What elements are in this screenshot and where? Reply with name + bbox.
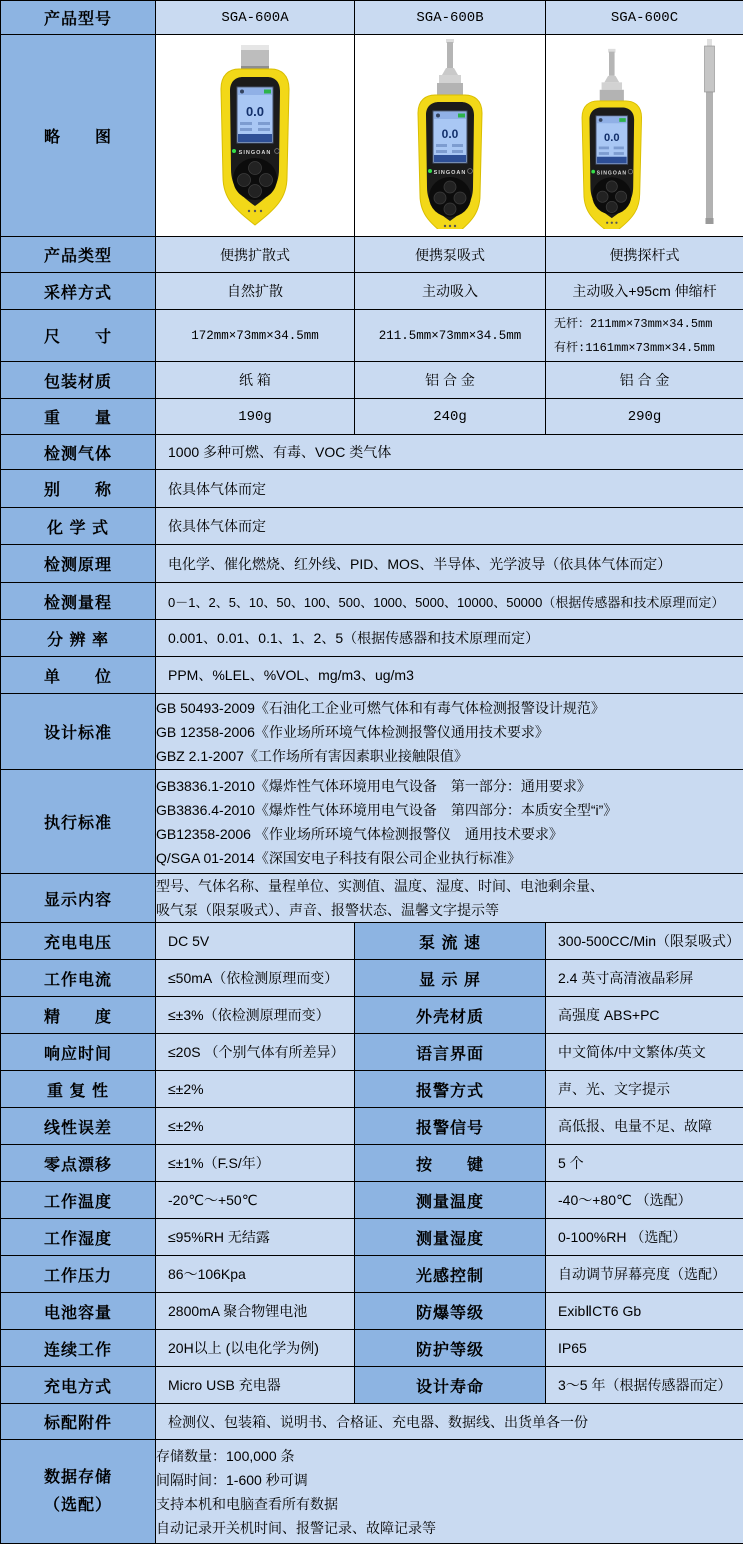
- pair-left-value: 2800mA 聚合物锂电池: [156, 1293, 355, 1330]
- design-standard-value: [156, 694, 743, 770]
- row-label: 单 位: [1, 657, 156, 694]
- weight-c: 290g: [546, 399, 743, 435]
- device-photo-sga-600a: [156, 35, 355, 237]
- model-a: SGA-600A: [156, 1, 355, 35]
- row-model: [1, 1, 743, 35]
- row-gas: [1, 435, 743, 470]
- exec-standard-line: Q/SGA 01-2014《深国安电子科技有限公司企业执行标准》: [156, 846, 743, 870]
- package-c: 铝 合 金: [546, 362, 743, 399]
- pair-left-value: ≤50mA（依检测原理而变）: [156, 960, 355, 997]
- row-label: 充电电压: [1, 923, 156, 960]
- pair-right-value: 2.4 英寸高清液晶彩屏: [546, 960, 743, 997]
- pair-left-value: ≤±2%: [156, 1108, 355, 1145]
- data-storage-line: 间隔时间：1-600 秒可调: [156, 1468, 743, 1492]
- pair-left-value: Micro USB 充电器: [156, 1367, 355, 1404]
- pair-left-value: ≤95%RH 无结露: [156, 1219, 355, 1256]
- row-sketch: [1, 35, 743, 237]
- package-a: 纸 箱: [156, 362, 355, 399]
- row-label: 充电方式: [1, 1367, 156, 1404]
- row-label: 检测气体: [1, 435, 156, 470]
- row-pair: [1, 1145, 743, 1182]
- pair-right-label: 设计寿命: [355, 1367, 546, 1404]
- weight-a: 190g: [156, 399, 355, 435]
- row-label-model: 产品型号: [1, 1, 156, 35]
- product-type-b: 便携泵吸式: [355, 237, 546, 273]
- pair-right-label: 外壳材质: [355, 997, 546, 1034]
- pair-right-value: 高强度 ABS+PC: [546, 997, 743, 1034]
- sampling-a: 自然扩散: [156, 273, 355, 310]
- row-label: 工作电流: [1, 960, 156, 997]
- row-pair: [1, 1034, 743, 1071]
- unit-value: PPM、%LEL、%VOL、mg/m3、ug/m3: [156, 657, 743, 694]
- pair-left-value: DC 5V: [156, 923, 355, 960]
- row-pair: [1, 1330, 743, 1367]
- row-pair: [1, 1256, 743, 1293]
- telescopic-rod-illustration: [704, 39, 714, 224]
- pair-left-value: ≤±2%: [156, 1071, 355, 1108]
- exec-standard-line: GB12358-2006 《作业场所环境气体检测报警仪 通用技术要求》: [156, 822, 743, 846]
- pair-right-value: 声、光、文字提示: [546, 1071, 743, 1108]
- pair-left-value: ≤±1%（F.S/年）: [156, 1145, 355, 1182]
- row-pair: [1, 923, 743, 960]
- device-c-illustration: [560, 37, 730, 229]
- row-label: 化 学 式: [1, 508, 156, 545]
- size-b: 211.5mm×73mm×34.5mm: [355, 310, 546, 362]
- row-label: 工作湿度: [1, 1219, 156, 1256]
- row-display-content: [1, 874, 743, 923]
- device-photo-sga-600b: [355, 35, 546, 237]
- row-label: 包装材质: [1, 362, 156, 399]
- pair-right-label: 泵 流 速: [355, 923, 546, 960]
- row-sampling: [1, 273, 743, 310]
- row-label: 检测量程: [1, 583, 156, 620]
- row-pair: [1, 1182, 743, 1219]
- package-b: 铝 合 金: [355, 362, 546, 399]
- product-type-a: 便携扩散式: [156, 237, 355, 273]
- display-content-line: 吸气泵（限泵吸式）、声音、报警状态、温馨文字提示等: [156, 898, 743, 922]
- size-a: 172mm×73mm×34.5mm: [156, 310, 355, 362]
- pair-right-value: -40～+80℃ （选配）: [546, 1182, 743, 1219]
- pair-left-value: 20H以上 (以电化学为例): [156, 1330, 355, 1367]
- row-label: 别 称: [1, 470, 156, 508]
- pair-right-label: 测量湿度: [355, 1219, 546, 1256]
- storage-label-line1: 数据存储: [1, 1464, 155, 1492]
- device-c-screen-reading: 0.0: [604, 132, 620, 144]
- row-label: [1, 1440, 156, 1544]
- pair-right-label: 报警方式: [355, 1071, 546, 1108]
- row-pair: [1, 960, 743, 997]
- row-label: 响应时间: [1, 1034, 156, 1071]
- model-b: SGA-600B: [355, 1, 546, 35]
- row-exec-standard: [1, 770, 743, 874]
- row-pair: [1, 1219, 743, 1256]
- row-label: 尺 寸: [1, 310, 156, 362]
- pair-right-value: 3～5 年（根据传感器而定）: [546, 1367, 743, 1404]
- pair-right-label: 语言界面: [355, 1034, 546, 1071]
- pair-right-label: 报警信号: [355, 1108, 546, 1145]
- row-label: 分 辨 率: [1, 620, 156, 657]
- design-standard-line: GB 12358-2006《作业场所环境气体检测报警仪通用技术要求》: [156, 720, 743, 744]
- row-label: 零点漂移: [1, 1145, 156, 1182]
- row-design-standard: [1, 694, 743, 770]
- row-label-sketch: 略 图: [1, 35, 156, 237]
- device-a-power-led: [232, 149, 236, 153]
- row-weight: [1, 399, 743, 435]
- pair-right-value: 0-100%RH （选配）: [546, 1219, 743, 1256]
- row-pair: [1, 997, 743, 1034]
- device-b-screen-reading: 0.0: [442, 127, 459, 141]
- row-accessories: [1, 1404, 743, 1440]
- row-label: 显示内容: [1, 874, 156, 923]
- model-c: SGA-600C: [546, 1, 743, 35]
- design-standard-line: GB 50493-2009《石油化工企业可燃气体和有毒气体检测报警设计规范》: [156, 696, 743, 720]
- size-c: [546, 310, 743, 362]
- row-size: [1, 310, 743, 362]
- weight-b: 240g: [355, 399, 546, 435]
- pair-right-label: 光感控制: [355, 1256, 546, 1293]
- pair-right-label: 防护等级: [355, 1330, 546, 1367]
- display-content-line: 型号、气体名称、量程单位、实测值、温度、湿度、时间、电池剩余量、: [156, 874, 743, 898]
- row-unit: [1, 657, 743, 694]
- row-label: 标配附件: [1, 1404, 156, 1440]
- product-type-c: 便携探杆式: [546, 237, 743, 273]
- accessories-value: 检测仪、包装箱、说明书、合格证、充电器、数据线、出货单各一份: [156, 1404, 743, 1440]
- row-pair: [1, 1367, 743, 1404]
- data-storage-line: 存储数量：100,000 条: [156, 1444, 743, 1468]
- device-b-illustration: [390, 37, 510, 229]
- pair-right-label: 显 示 屏: [355, 960, 546, 997]
- pair-right-value: 5 个: [546, 1145, 743, 1182]
- row-label: 工作压力: [1, 1256, 156, 1293]
- row-label: 产品类型: [1, 237, 156, 273]
- data-storage-value: [156, 1440, 743, 1544]
- row-alias: [1, 470, 743, 508]
- row-label: 检测原理: [1, 545, 156, 583]
- data-storage-line: 支持本机和电脑查看所有数据: [156, 1492, 743, 1516]
- size-c-with-rod: 有杆:1161mm×73mm×34.5mm: [546, 336, 743, 360]
- row-resolution: [1, 620, 743, 657]
- row-label: 执行标准: [1, 770, 156, 874]
- device-photo-sga-600c: [546, 35, 743, 237]
- row-label: 精 度: [1, 997, 156, 1034]
- exec-standard-value: [156, 770, 743, 874]
- row-pair: [1, 1108, 743, 1145]
- row-range: [1, 583, 743, 620]
- row-data-storage: [1, 1440, 743, 1544]
- row-formula: [1, 508, 743, 545]
- sampling-b: 主动吸入: [355, 273, 546, 310]
- pair-right-label: 防爆等级: [355, 1293, 546, 1330]
- row-product-type: [1, 237, 743, 273]
- sampling-c: 主动吸入+95cm 伸缩杆: [546, 273, 743, 310]
- row-pair: [1, 1071, 743, 1108]
- device-b-power-led: [428, 169, 432, 173]
- row-pair: [1, 1293, 743, 1330]
- pair-left-value: 86～106Kpa: [156, 1256, 355, 1293]
- pair-right-label: 测量温度: [355, 1182, 546, 1219]
- row-label: 连续工作: [1, 1330, 156, 1367]
- row-principle: [1, 545, 743, 583]
- pair-right-label: 按 键: [355, 1145, 546, 1182]
- device-c-power-led: [591, 170, 595, 174]
- device-a-brand: SINGOAN: [239, 150, 272, 156]
- principle-value: 电化学、催化燃烧、红外线、PID、MOS、半导体、光学波导（依具体气体而定）: [156, 545, 743, 583]
- formula-value: 依具体气体而定: [156, 508, 743, 545]
- device-a-screen-reading: 0.0: [246, 104, 264, 119]
- gas-value: 1000 多种可燃、有毒、VOC 类气体: [156, 435, 743, 470]
- pair-left-value: ≤±3%（依检测原理而变）: [156, 997, 355, 1034]
- row-label: 电池容量: [1, 1293, 156, 1330]
- resolution-value: 0.001、0.01、0.1、1、2、5（根据传感器和技术原理而定）: [156, 620, 743, 657]
- pair-left-value: -20℃～+50℃: [156, 1182, 355, 1219]
- device-a-illustration: [195, 37, 315, 229]
- data-storage-line: 自动记录开关机时间、报警记录、故障记录等: [156, 1516, 743, 1540]
- design-standard-line: GBZ 2.1-2007《工作场所有害因素职业接触限值》: [156, 744, 743, 768]
- row-label: 重 量: [1, 399, 156, 435]
- display-content-value: [156, 874, 743, 923]
- row-label: 线性误差: [1, 1108, 156, 1145]
- row-label: 设计标准: [1, 694, 156, 770]
- alias-value: 依具体气体而定: [156, 470, 743, 508]
- device-c-brand: SINGOAN: [596, 170, 626, 176]
- row-label: 工作温度: [1, 1182, 156, 1219]
- exec-standard-line: GB3836.1-2010《爆炸性气体环境用电气设备 第一部分：通用要求》: [156, 774, 743, 798]
- pair-right-value: 300-500CC/Min（限泵吸式）: [546, 923, 743, 960]
- pair-right-value: 高低报、电量不足、故障: [546, 1108, 743, 1145]
- storage-label-line2: （选配）: [1, 1492, 155, 1520]
- size-c-without-rod: 无杆：211mm×73mm×34.5mm: [546, 312, 743, 336]
- pair-right-value: ExibⅡCT6 Gb: [546, 1293, 743, 1330]
- row-label: 重 复 性: [1, 1071, 156, 1108]
- row-label: 采样方式: [1, 273, 156, 310]
- pair-right-value: IP65: [546, 1330, 743, 1367]
- range-value: 0－1、2、5、10、50、100、500、1000、5000、10000、50000（根据传感器和技术原理而定）: [156, 583, 743, 620]
- device-b-brand: SINGOAN: [434, 170, 467, 176]
- pair-right-value: 自动调节屏幕亮度（选配）: [546, 1256, 743, 1293]
- row-package: [1, 362, 743, 399]
- pair-left-value: ≤20S （个别气体有所差异）: [156, 1034, 355, 1071]
- exec-standard-line: GB3836.4-2010《爆炸性气体环境用电气设备 第四部分：本质安全型“i”》: [156, 798, 743, 822]
- pair-right-value: 中文简体/中文繁体/英文: [546, 1034, 743, 1071]
